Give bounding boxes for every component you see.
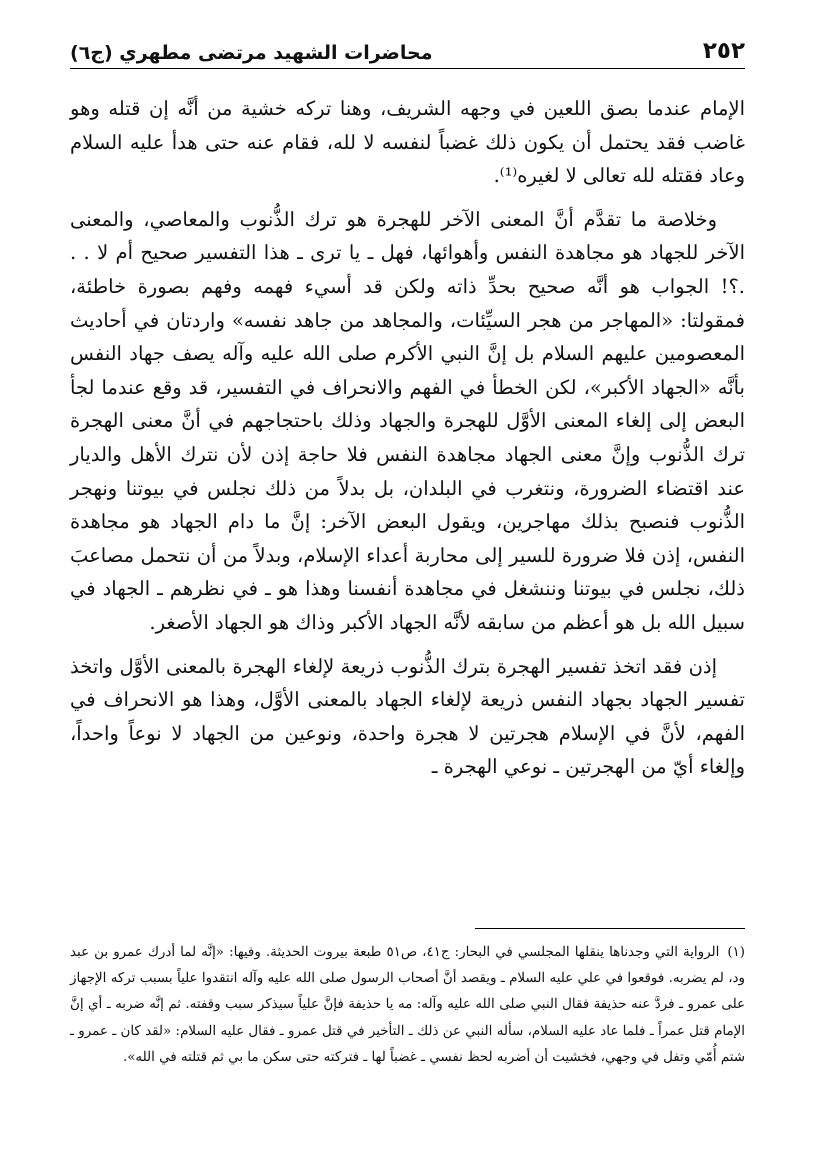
paragraph-1: الإمام عندما بصق اللعين في وجهه الشريف، وهنا تركه خشية من أنَّه إن قتله وهو غاضب فقد يحتمل أن يكون ذلك غضباً لنفسه لا لله، فقام عنه حتى هدأ عليه السلام وعاد فقتله لله تعالى لا لغيره⁽¹⁾.: [70, 97, 745, 188]
body-text: [70, 92, 745, 794]
running-title: محاضرات الشهيد مرتضى مطهري (ج٦): [70, 42, 433, 64]
footnote-separator: [475, 928, 745, 929]
paragraph-2: وخلاصة ما تقدَّم أنَّ المعنى الآخر للهجرة هو ترك الذُّنوب والمعاصي، والمعنى الآخر للجهاد هو مجاهدة النفس وأهوائها، فهل ـ يا ترى ـ هذا التفسير صحيح أم لا . . .؟! الجواب هو أنَّه صحيح بحدِّ ذاته ولكن قد أسيء فهمه وفهم بصورة خاطئة، فمقولتا: «المهاجر من هجر السيِّئات، والمجاهد من جاهد نفسه» واردتان في أحاديث المعصومين عليهم السلام بل إنَّ النبي الأكرم صلى الله عليه وآله يصف جهاد النفس بأنَّه «الجهاد الأكبر»، لكن الخطأ في الفهم والانحراف في التفسير، قد وقع عندما لجأ البعض إلى إلغاء المعنى الأوَّل للهجرة والجهاد وذلك باحتجاجهم في أنَّ معنى الهجرة ترك الذُّنوب وإنَّ معنى الجهاد مجاهدة النفس فلا حاجة إذن لأن نترك الأهل والديار عند اقتضاء الضرورة، ونتغرب في البلدان، بل بدلاً من ذلك نجلس في بيوتنا ونهجر الذُّنوب فنصبح بذلك مهاجرين، ويقول البعض الآخر: إنَّ ما دام الجهاد هو مجاهدة النفس، إذن فلا ضرورة للسير إلى محاربة أعداء الإسلام، وبدلاً من أن نتحمل مصاعبَ ذلك، نجلس في بيوتنا وننشغل في مجاهدة أنفسنا وهذا هو ـ في نظرهم ـ الجهاد في سبيل الله بل هو أعظم من سابقه لأنَّه الجهاد الأكبر وذاك هو الجهاد الأصغر.: [70, 207, 745, 634]
footnote-text: الرواية التي وجدناها ينقلها المجلسي في البحار: ج٤١، ص٥١ طبعة بيروت الحديثة. وفيها: «إنَّه لما أدرك عمرو بن عبد ود، لم يضربه. فوقعوا في علي عليه السلام ـ ويقصد أنَّ أصحاب الرسول صلى الله عليه وآله انتقدوا علياً بسبب تركه الإجهاز على عمرو ـ فردَّ عنه حذيفة فقال النبي صلى الله عليه وآله: مه يا حذيفة فإنَّ علياً سيذكر سبب وقفته. ثم إنَّه ضربه ـ أي إنَّ الإمام قتل عمراً ـ فلما عاد عليه السلام، سأله النبي عن ذلك ـ التأخير في قتل عمرو ـ فقال عليه السلام: «لقد كان ـ عمرو ـ شتم أُمّي وتفل في وجهي، فخشيت أن أضربه لحظ نفسي ـ غضباً لها ـ فتركته حتى سكن ما بي ثم قتلته في الله».: [70, 945, 745, 1065]
footnote-number: (١): [727, 945, 745, 960]
page-number: ٢٥٢: [702, 38, 745, 64]
paragraph-3: إذن فقد اتخذ تفسير الهجرة بترك الذُّنوب ذريعة لإلغاء الهجرة بالمعنى الأوَّل واتخذ تفسير الجهاد بجهاد النفس ذريعة لإلغاء الجهاد بالمعنى الأوَّل، وهذا هو الانحراف في الفهم، لأنَّ في الإسلام هجرتين لا هجرة واحدة، ونوعين من الجهاد لا نوعاً واحداً، وإلغاء أيّ من الهجرتين ـ نوعي الهجرة ـ: [70, 654, 745, 779]
footnote: [70, 940, 745, 1071]
page-header: [70, 30, 745, 69]
